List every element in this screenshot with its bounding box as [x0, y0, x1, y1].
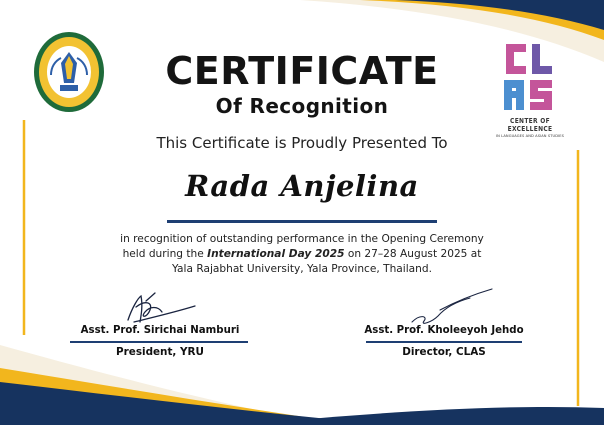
signatory-right-name: Asst. Prof. Kholeeyoh Jehdo — [364, 325, 524, 336]
event-name: International Day 2025 — [207, 248, 345, 260]
recognition-line-3: Yala Rajabhat University, Yala Province, Thailand. — [172, 263, 432, 275]
signature-right — [412, 289, 492, 323]
recognition-line-2-end: on 27–28 August 2025 at — [344, 248, 482, 260]
recognition-line-1: in recognition of outstanding performance in the Opening Ceremony — [120, 233, 484, 245]
certificate-title: CERTIFICATE — [165, 49, 439, 93]
clas-caption-line2: IN LANGUAGES AND ASIAN STUDIES — [495, 134, 565, 138]
recipient-name: Rada Anjelina — [185, 169, 419, 203]
recognition-text — [80, 232, 524, 277]
signatory-left-name: Asst. Prof. Sirichai Namburi — [80, 325, 240, 336]
clas-caption-line1: CENTER OF EXCELLENCE — [507, 117, 553, 133]
recognition-line-2 — [80, 247, 524, 262]
recognition-line-2-start: held during the — [122, 248, 208, 260]
signatory-left-role: President, YRU — [116, 346, 204, 358]
presented-line: This Certificate is Proudly Presented To — [156, 134, 448, 152]
signatory-right-line — [366, 341, 522, 343]
signature-left — [128, 293, 195, 322]
signatory-left-line — [70, 341, 248, 343]
signatory-right-role: Director, CLAS — [402, 346, 486, 358]
recipient-underline — [167, 220, 437, 223]
certificate-subtitle: Of Recognition — [215, 94, 389, 118]
